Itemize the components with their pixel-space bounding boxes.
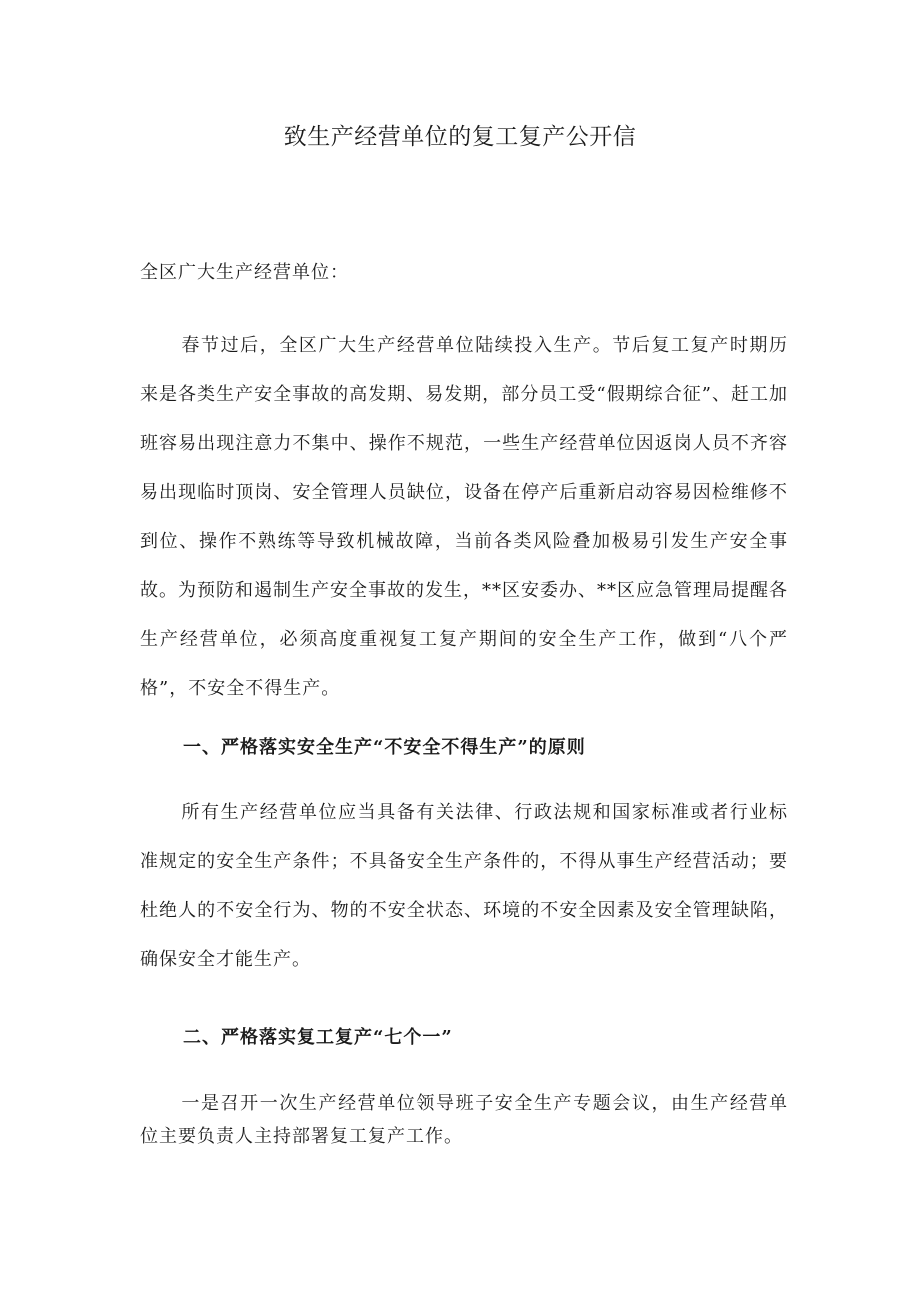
section-2-paragraph: 一是召开一次生产经营单位领导班子安全生产专题会议，由生产经营单位主要负责人主持部署复工复产工作。 — [140, 1093, 788, 1147]
intro-paragraph: 春节过后，全区广大生产经营单位陆续投入生产。节后复工复产时期历来是各类生产安全事故的高发期、易发期，部分员工受“假期综合征”、赶工加班容易出现注意力不集中、操作不规范，一些生产经营单位因返岗人员不齐容易出现临时顶岗、安全管理人员缺位，设备在停产后重新启动容易因检维修不到位、操作不熟练等导致机械故障，当前各类风险叠加极易引发生产安全事故。为预防和遏制生产安全事故的发生，**区安委办、**区应急管理局提醒各生产经营单位，必须高度重视复工复产期间的安全生产工作，做到“八个严格”，不安全不得生产。 — [140, 335, 788, 699]
document-title: 致生产经营单位的复工复产公开信 — [283, 124, 637, 150]
section-1-heading: 一、严格落实安全生产“不安全不得生产”的原则 — [183, 737, 586, 758]
section-1-paragraph: 所有生产经营单位应当具备有关法律、行政法规和国家标准或者行业标准规定的安全生产条件；不具备安全生产条件的，不得从事生产经营活动；要杜绝人的不安全行为、物的不安全状态、环境的不安全因素及安全管理缺陷，确保安全才能生产。 — [140, 802, 788, 970]
section-2-heading: 二、严格落实复工复产“七个一” — [183, 1027, 453, 1048]
salutation: 全区广大生产经营单位： — [140, 262, 349, 283]
